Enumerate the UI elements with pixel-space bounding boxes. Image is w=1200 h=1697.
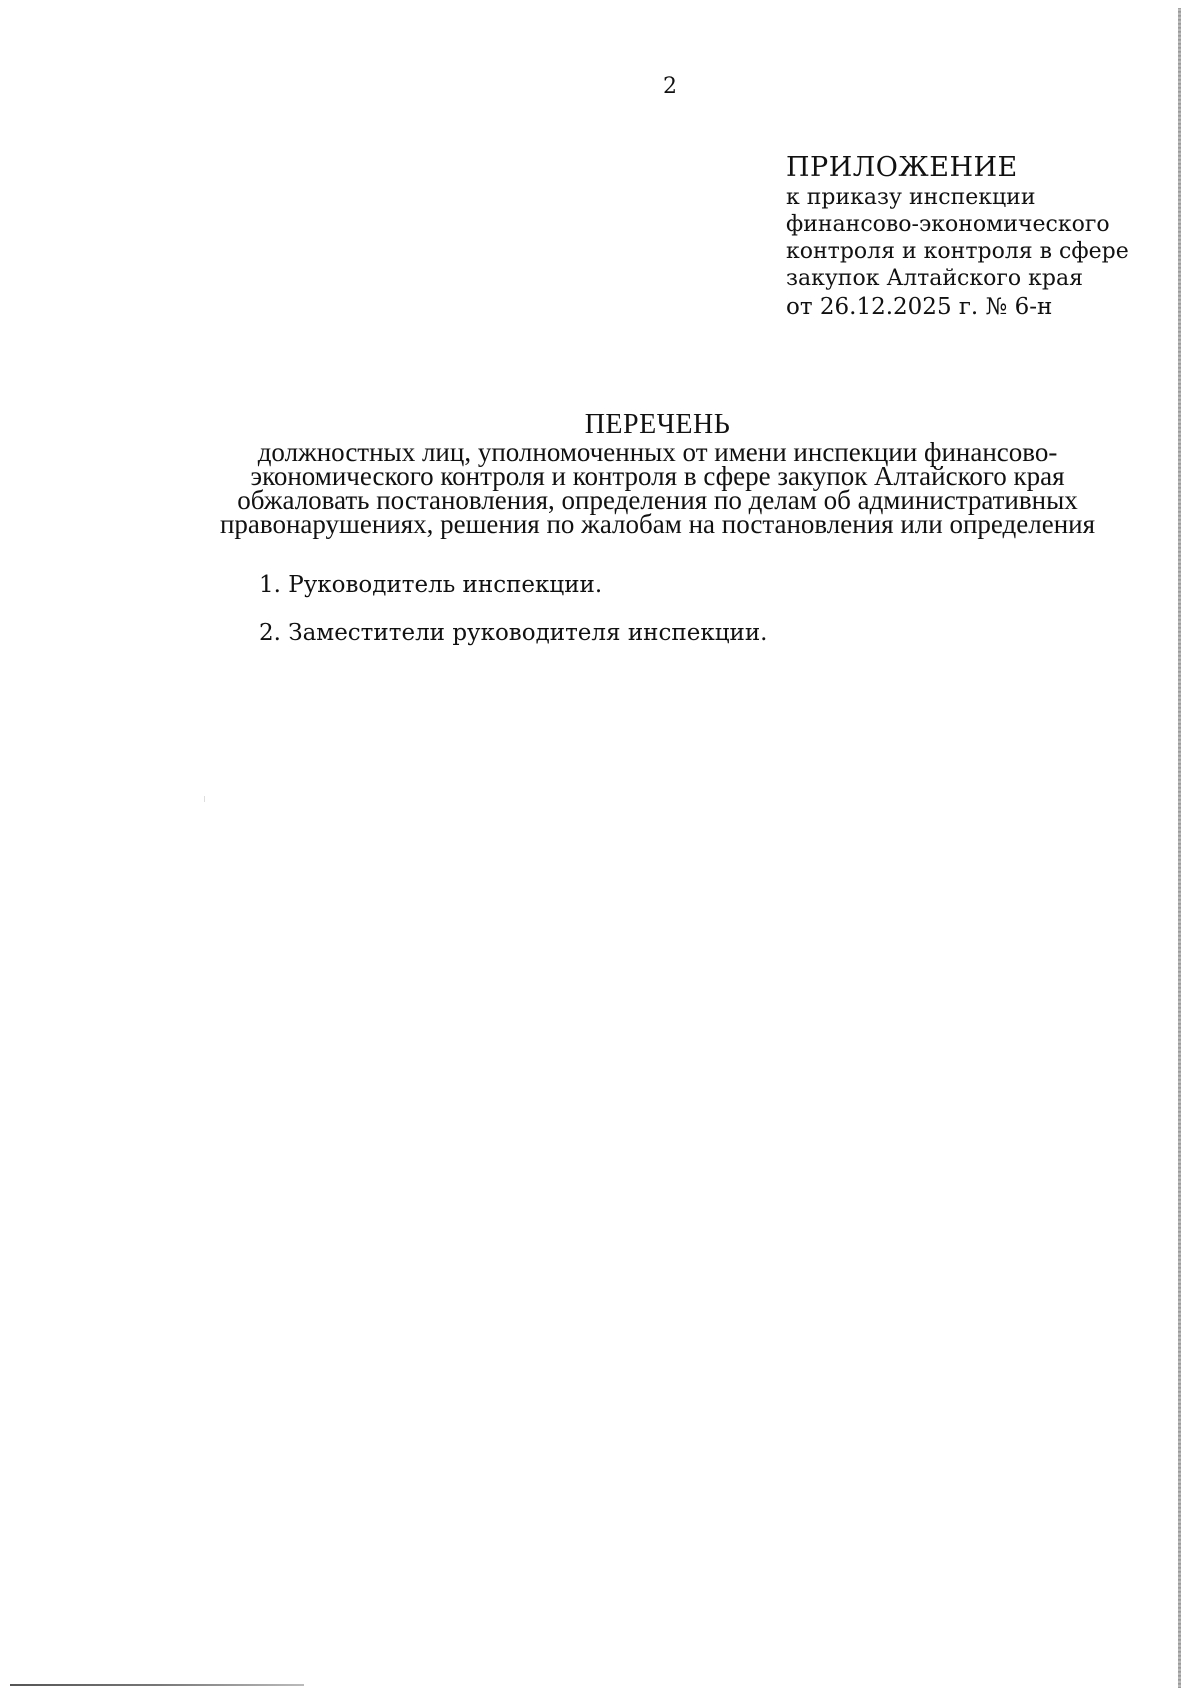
officials-list [259,572,767,668]
list-item: 1. Руководитель инспекции. [259,572,603,598]
heading-title: ПЕРЕЧЕНЬ [584,409,731,440]
heading-subtitle-line: обжаловать постановления, определения по делам об административных [237,485,1078,515]
scan-bottom-line [10,1684,304,1686]
page-number: 2 [663,74,677,99]
scan-speck [204,796,205,802]
appendix-line: контроля и контроля в сфере [786,239,1129,264]
appendix-line: закупок Алтайского края [786,266,1083,291]
appendix-line: к приказу инспекции [786,185,1036,210]
appendix-date: от 26.12.2025 г. № 6-н [786,294,1053,320]
heading-subtitle-line: правонарушениях, решения по жалобам на постановления или определения [219,509,1096,539]
appendix-line: финансово-экономического [786,212,1110,237]
heading-subtitle-line: экономического контроля и контроля в сфере закупок Алтайского края [250,461,1065,491]
list-item: 2. Заместители руководителя инспекции. [259,620,768,646]
scan-edge-line [1178,8,1181,1688]
appendix-block [786,152,1129,321]
heading-subtitle-line: должностных лиц, уполномоченных от имени инспекции финансово- [257,437,1058,467]
appendix-title: ПРИЛОЖЕНИЕ [786,152,1018,183]
document-heading [180,409,1135,539]
